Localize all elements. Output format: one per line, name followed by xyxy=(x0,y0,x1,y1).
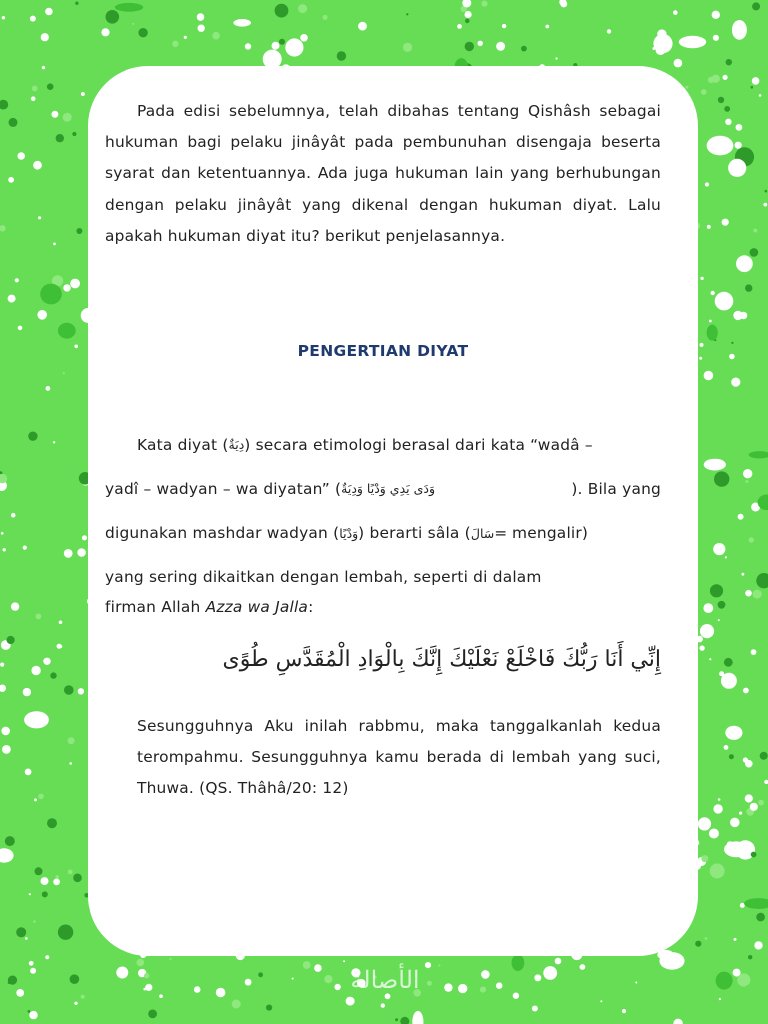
definition-line-4: yang sering dikaitkan dengan lembah, seperti di dalam xyxy=(105,568,542,586)
arabic-wadyan: وَدْيًا xyxy=(339,526,359,541)
arabic-word-forms: وَدَى يَدِي وَدْيًا وَدِيَةٌ xyxy=(341,481,435,496)
section-heading: PENGERTIAN DIYAT xyxy=(297,342,469,360)
arabic-diyah: دِيَةٌ xyxy=(228,437,245,452)
arabic-sala: سَالَ xyxy=(470,526,495,541)
quran-verse-arabic: إِنِّي أَنَا رَبُّكَ فَاخْلَعْ نَعْلَيْكَ إِنَّكَ بِالْوَادِ الْمُقَدَّسِ طُوًى xyxy=(222,647,661,672)
intro-paragraph: Pada edisi sebelumnya, telah dibahas tentang Qishâsh sebagai hukuman bagi pelaku jinâyât pada pembunuhan disengaja beserta syarat dan ketentuannya. Ada juga hukuman lain yang berhubungan dengan pelaku jinâyât yang dikenal dengan hukuman diyat. Lalu apakah hukuman diyat itu? berikut penjelasannya. xyxy=(105,102,661,245)
definition-line-1: Kata diyat ( دِيَةٌ ) secara etimologi berasal dari kata “wadâ – xyxy=(105,430,661,474)
definition-line-2: yadî – wadyan – wa diyatan” ( وَدَى يَدِي وَدْيًا وَدِيَةٌ ). Bila yang xyxy=(105,474,661,518)
verse-translation: Sesungguhnya Aku inilah rabbmu, maka tanggalkanlah kedua terompahmu. Sesungguhnya kamu berada di lembah yang suci, Thuwa. (QS. Thâhâ/20: 12) xyxy=(137,717,661,798)
definition-line-5: firman Allah Azza wa Jalla: xyxy=(105,598,314,616)
definition-paragraph xyxy=(105,430,661,636)
watermark-logo: الأصالة xyxy=(350,966,420,994)
definition-line-3: digunakan mashdar wadyan (وَدْيًا) berarti sâla (سَالَ= mengalir) xyxy=(105,524,589,542)
azza-wa-jalla: Azza wa Jalla xyxy=(205,598,309,616)
